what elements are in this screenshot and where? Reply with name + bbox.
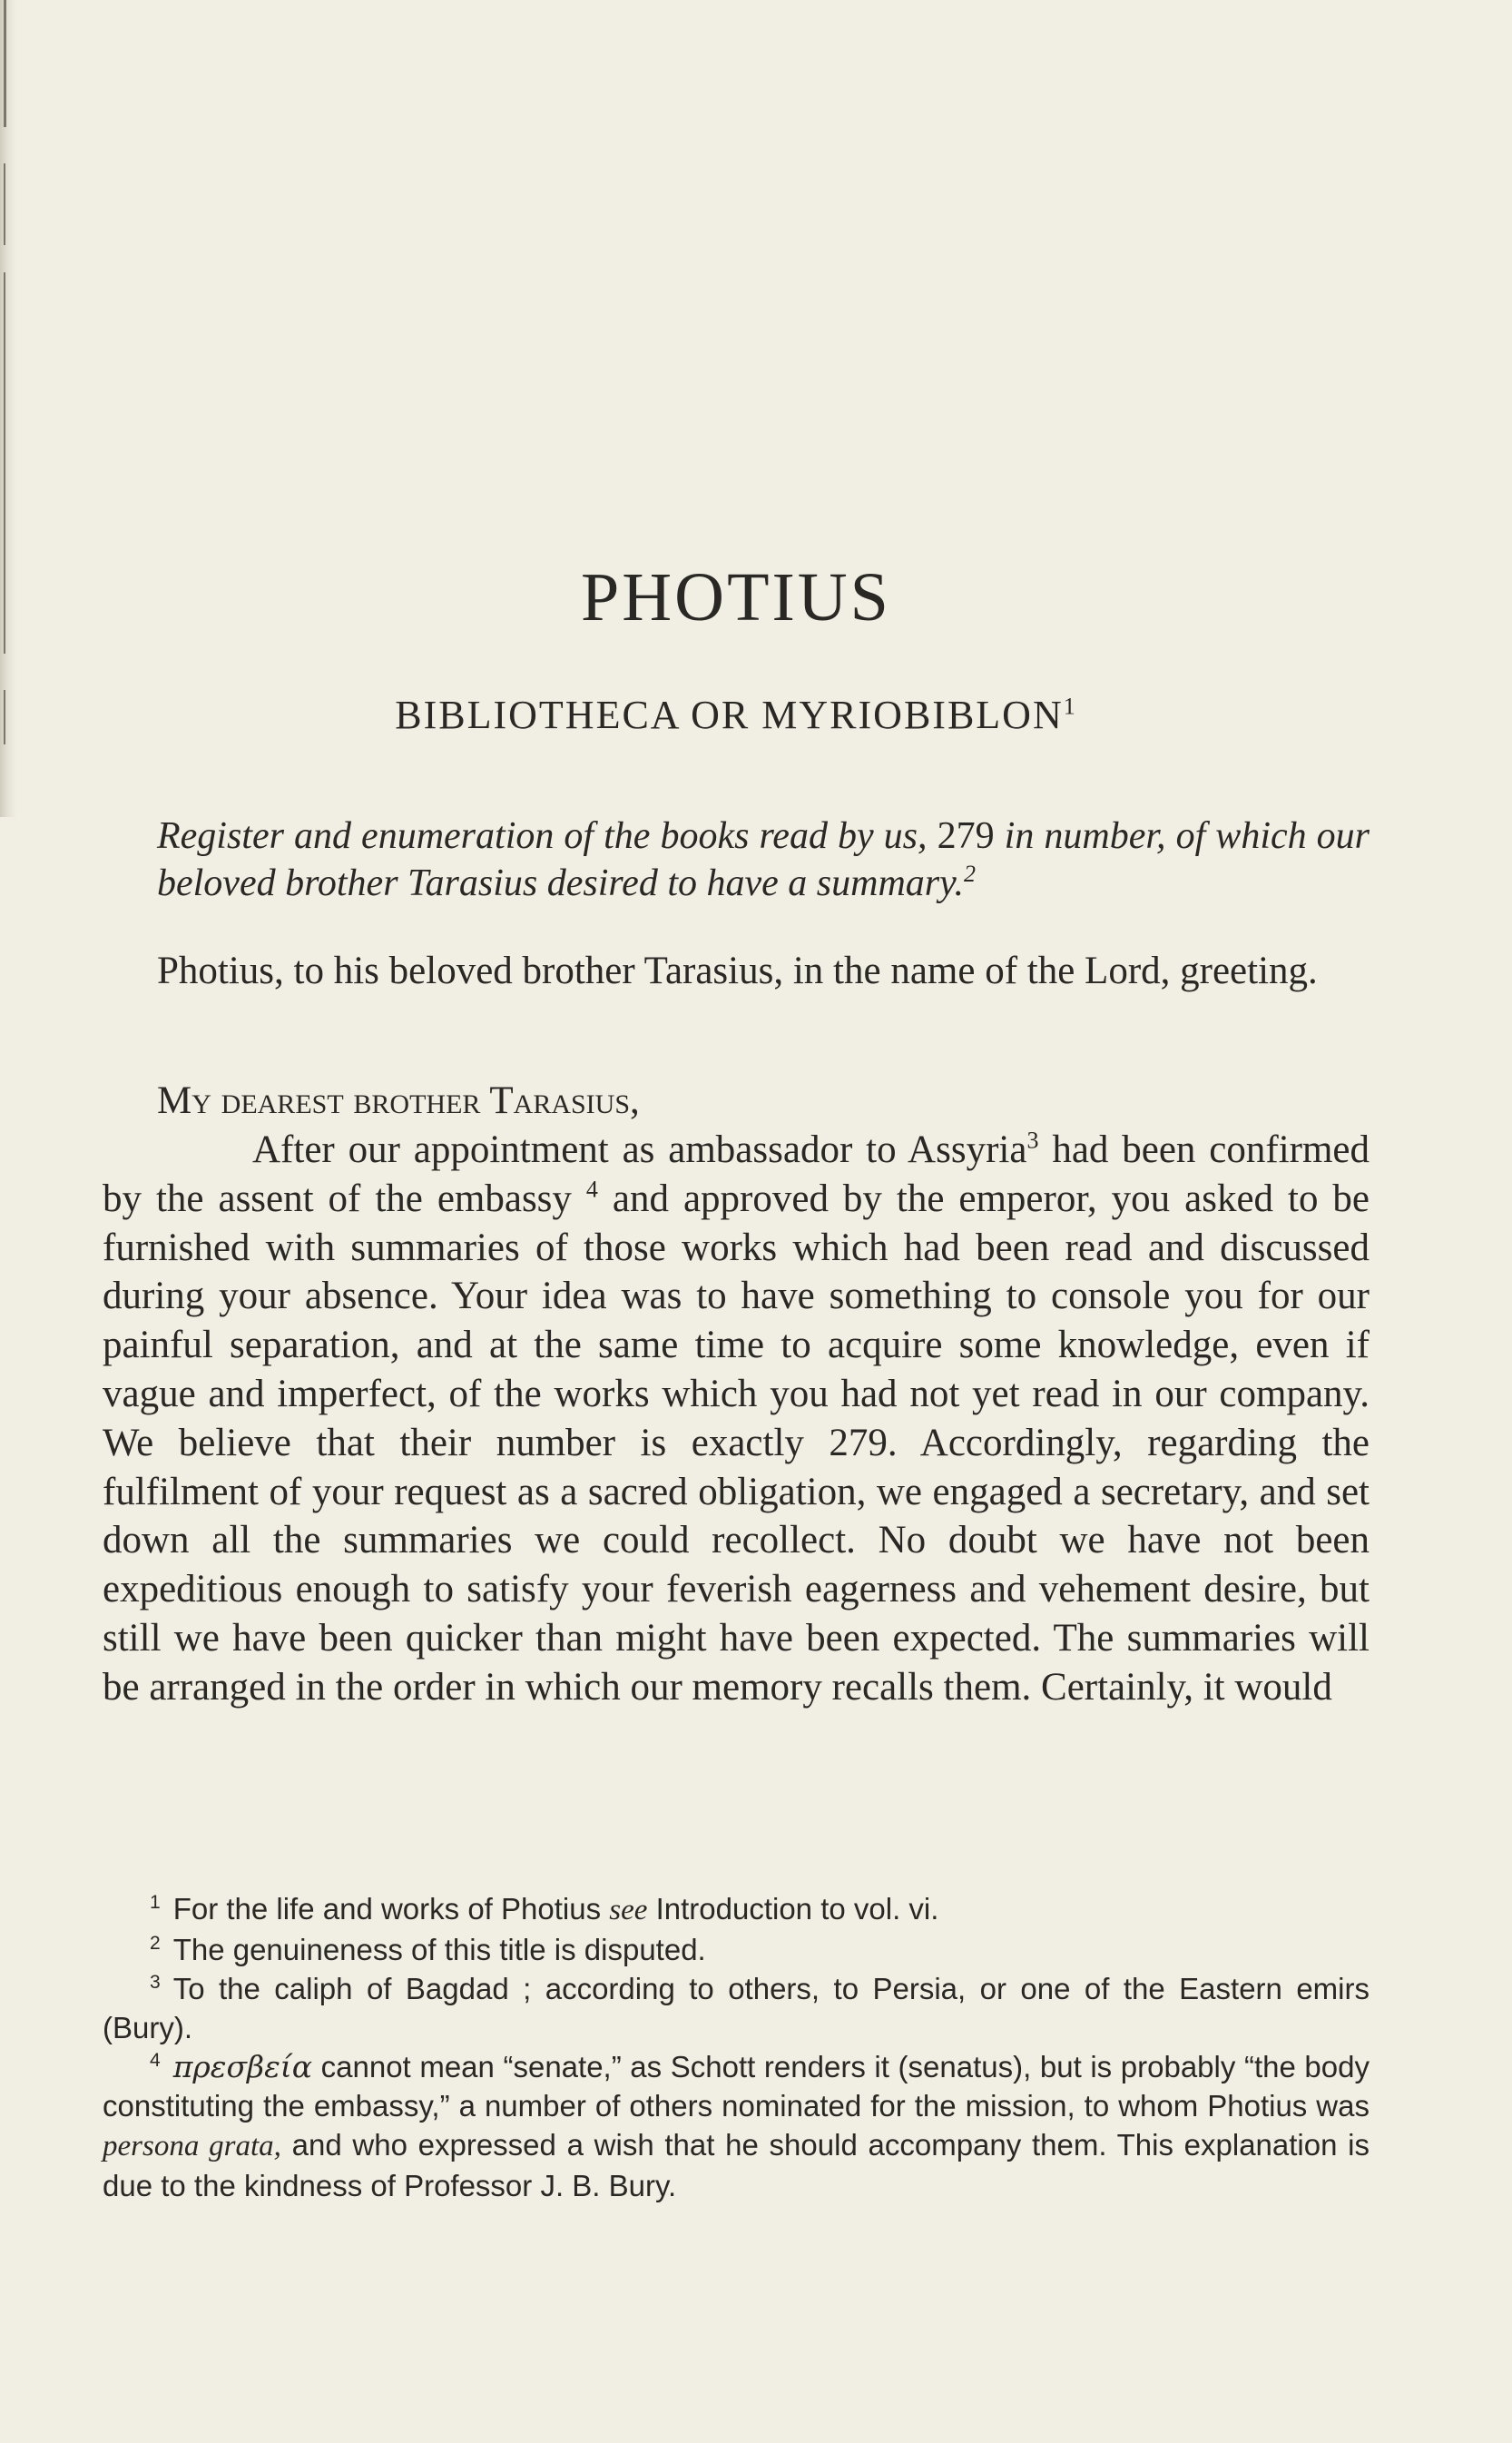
body-text-1: After our appointment as ambassador to Assyria — [252, 1128, 1027, 1171]
footnote-mark: 1 — [150, 1892, 161, 1913]
footnotes-section — [103, 1889, 1370, 2205]
footnote-text: cannot mean “senate,” as Schott renders it (senatus), but is probably “the body constituting the embassy,” a number of others nominated for the mission, to whom Photius was — [103, 2050, 1370, 2123]
register-text-1: Register and enumeration of the books read by us, — [157, 815, 928, 857]
footnote-2 — [103, 1930, 1370, 1969]
footnote-ref-1: 1 — [1063, 693, 1077, 720]
footnote-ref-2: 2 — [963, 861, 976, 887]
footnote-ref-3: 3 — [1026, 1127, 1039, 1154]
body-text-2: had been confirmed by the assent of the embassy — [103, 1128, 1370, 1220]
binding-line — [4, 690, 5, 744]
page-title: PHOTIUS — [581, 559, 891, 635]
register-number: 279 — [937, 815, 995, 857]
footnote-text: To the caliph of Bagdad ; according to others, to Persia, or one of the Eastern emirs (Bury). — [103, 1972, 1370, 2044]
footnote-mark: 2 — [150, 1933, 161, 1954]
footnote-italic: see — [609, 1894, 648, 1926]
footnote-4 — [103, 2047, 1370, 2205]
footnote-greek-word: πρεσβεία — [172, 2049, 313, 2084]
page-edge-shadow — [0, 0, 16, 817]
footnote-mark: 4 — [150, 2050, 161, 2071]
greeting-paragraph: Photius, to his beloved brother Tarasius, in the name of the Lord, greeting. — [157, 950, 1318, 992]
footnote-1 — [103, 1889, 1370, 1930]
binding-line — [4, 0, 6, 127]
footnote-ref-4: 4 — [585, 1176, 598, 1203]
footnote-italic: persona grata, — [103, 2130, 281, 2162]
footnote-text: For the life and works of Photius — [172, 1892, 602, 1926]
body-text-3: and approved by the emperor, you asked to be furnished with summaries of those works which had been read and discussed during your absence. Your idea was to have something to console you for our painful separation, and at the same time to acquire some knowledge, even if vague and imperfect, of the works which you had not yet read in our company. We believe that their number is exactly 279. Accordingly, regarding the fulfilment of your request as a sacred obligation, we engaged a secretary, and set down all the summaries we could recollect. No doubt we have not been expeditious enough to satisfy your feverish eagerness and vehement desire, but still we have been quicker than might have been expected. The summaries will be arranged in the order in which our memory recalls them. Certainly, it would — [103, 1177, 1370, 1709]
footnote-text: and who expressed a wish that he should accompany them. This explanation is due to the kindness of Professor J. B. Bury. — [103, 2128, 1370, 2202]
letter-body — [103, 1126, 1370, 1712]
binding-line — [4, 272, 5, 654]
footnote-3 — [103, 1969, 1370, 2047]
register-text-2: in number, of which our beloved brother Tarasius desired to have a summary. — [157, 815, 1370, 904]
salutation-line: My dearest brother Tarasius, — [157, 1079, 640, 1122]
register-heading — [157, 813, 1370, 907]
footnote-mark: 3 — [150, 1972, 161, 1993]
footnote-text: Introduction to vol. vi. — [655, 1892, 939, 1926]
subtitle-text: BIBLIOTHECA OR MYRIOBIBLON — [395, 693, 1064, 737]
binding-line — [4, 163, 5, 245]
page-subtitle — [103, 692, 1370, 738]
footnote-text: The genuineness of this title is disputed. — [172, 1933, 706, 1966]
